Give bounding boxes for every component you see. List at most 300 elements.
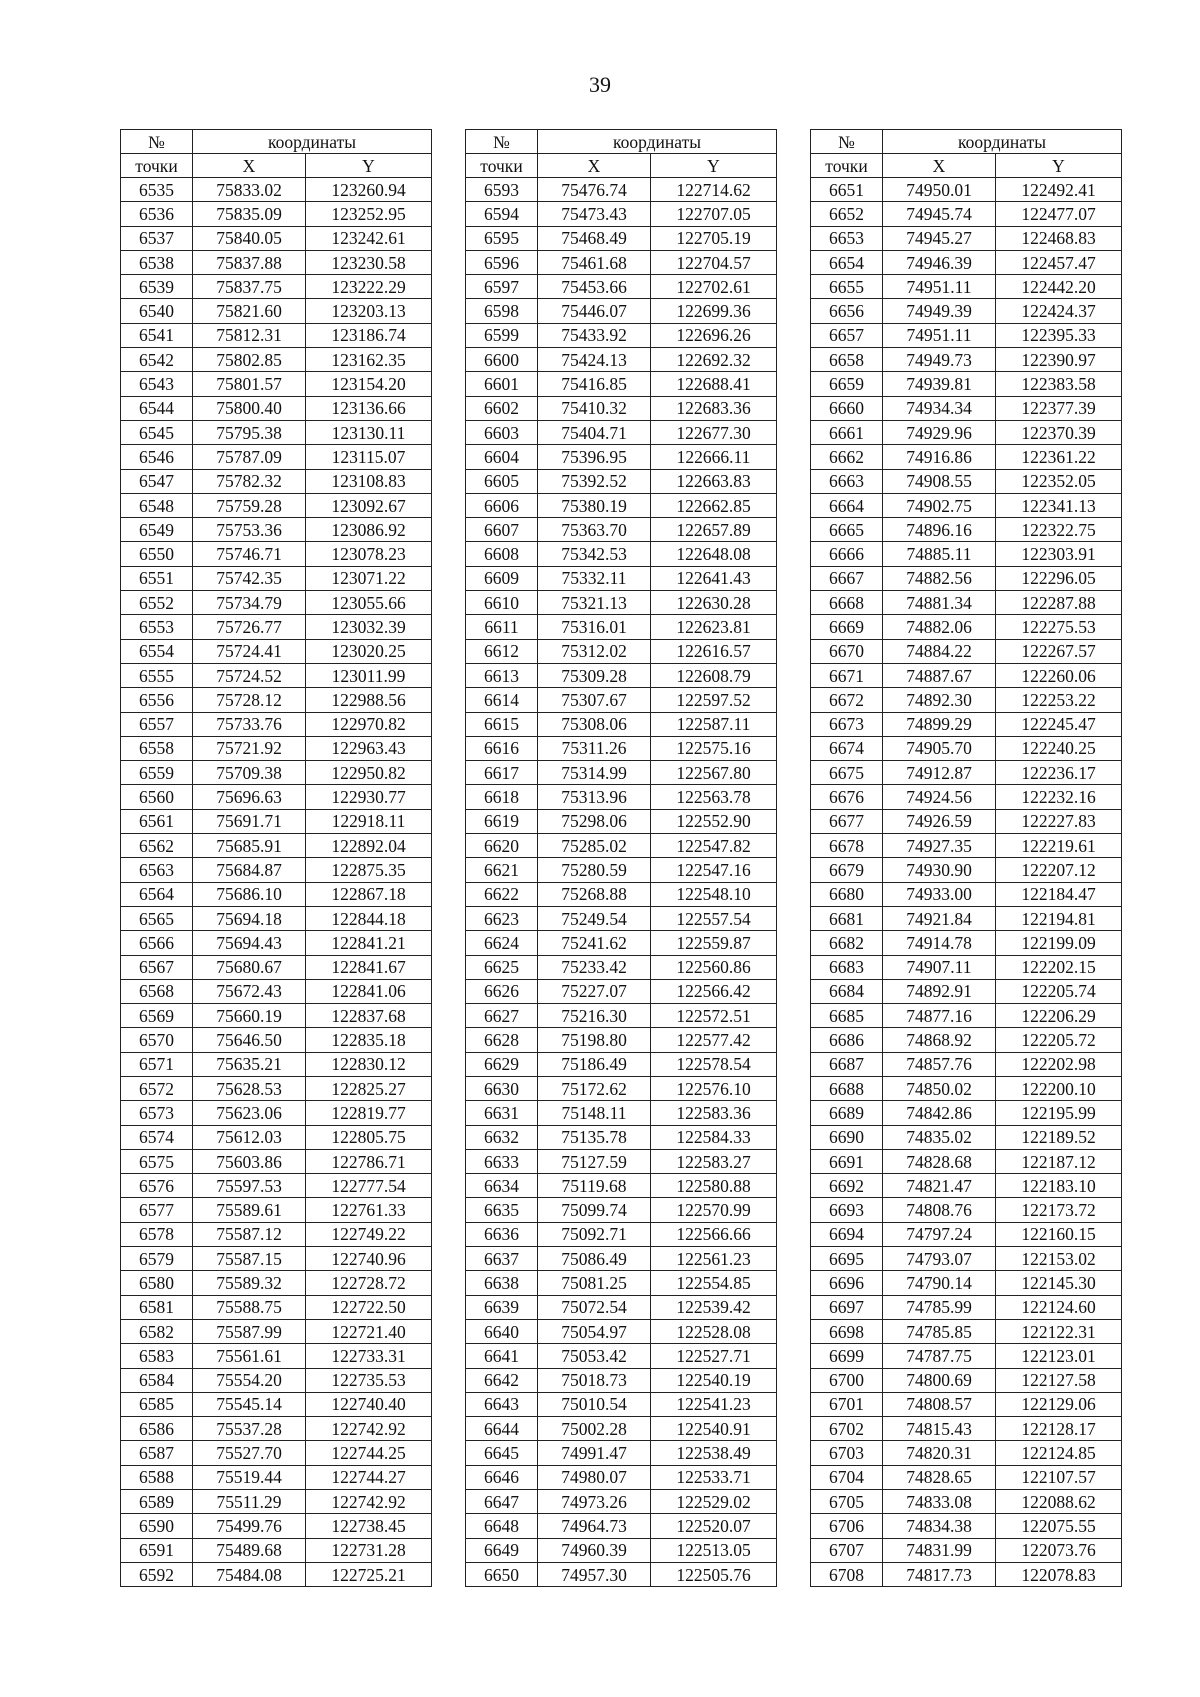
y-coordinate-cell: 122740.96 <box>306 1247 432 1271</box>
table-row <box>466 1222 777 1246</box>
point-number-cell: 6554 <box>121 639 193 663</box>
x-coordinate-cell: 75691.71 <box>193 809 306 833</box>
y-coordinate-cell: 122513.05 <box>651 1538 777 1562</box>
point-number-cell: 6608 <box>466 542 538 566</box>
table-row <box>121 1174 432 1198</box>
table-row <box>811 1538 1122 1562</box>
table-row <box>466 348 777 372</box>
point-number-cell: 6674 <box>811 736 883 760</box>
point-number-cell: 6686 <box>811 1028 883 1052</box>
point-number-cell: 6558 <box>121 736 193 760</box>
point-number-cell: 6611 <box>466 615 538 639</box>
point-number-cell: 6662 <box>811 445 883 469</box>
point-number-cell: 6691 <box>811 1149 883 1173</box>
table-row <box>811 1490 1122 1514</box>
y-coordinate-cell: 122548.10 <box>651 882 777 906</box>
table-row <box>121 1344 432 1368</box>
point-number-cell: 6599 <box>466 323 538 347</box>
table-row <box>121 275 432 299</box>
table-row <box>811 1562 1122 1586</box>
x-coordinate-cell: 75148.11 <box>538 1101 651 1125</box>
table-row <box>466 1514 777 1538</box>
table-row <box>811 250 1122 274</box>
table-row <box>121 615 432 639</box>
coordinates-table-2 <box>465 129 777 1587</box>
x-coordinate-cell: 75545.14 <box>193 1392 306 1416</box>
x-coordinate-cell: 75312.02 <box>538 639 651 663</box>
x-coordinate-cell: 75316.01 <box>538 615 651 639</box>
point-number-cell: 6653 <box>811 226 883 250</box>
x-coordinate-cell: 75742.35 <box>193 566 306 590</box>
x-coordinate-cell: 75002.28 <box>538 1417 651 1441</box>
x-coordinate-cell: 74881.34 <box>883 591 996 615</box>
x-coordinate-cell: 75489.68 <box>193 1538 306 1562</box>
x-coordinate-cell: 75802.85 <box>193 348 306 372</box>
table-row <box>811 518 1122 542</box>
table-row <box>811 1344 1122 1368</box>
point-number-cell: 6598 <box>466 299 538 323</box>
table-row <box>811 420 1122 444</box>
point-number-cell: 6570 <box>121 1028 193 1052</box>
y-coordinate-cell: 122477.07 <box>996 202 1122 226</box>
table-row <box>811 1247 1122 1271</box>
table-row <box>121 1465 432 1489</box>
x-coordinate-cell: 74885.11 <box>883 542 996 566</box>
point-number-cell: 6669 <box>811 615 883 639</box>
x-coordinate-cell: 75782.32 <box>193 469 306 493</box>
x-coordinate-cell: 75759.28 <box>193 493 306 517</box>
x-coordinate-cell: 74926.59 <box>883 809 996 833</box>
table-row <box>811 1441 1122 1465</box>
y-coordinate-cell: 122240.25 <box>996 736 1122 760</box>
x-coordinate-cell: 75473.43 <box>538 202 651 226</box>
x-coordinate-cell: 75628.53 <box>193 1076 306 1100</box>
point-number-cell: 6685 <box>811 1004 883 1028</box>
y-coordinate-cell: 122253.22 <box>996 688 1122 712</box>
point-number-cell: 6698 <box>811 1319 883 1343</box>
table-row <box>466 1004 777 1028</box>
point-number-cell: 6694 <box>811 1222 883 1246</box>
x-coordinate-cell: 75694.43 <box>193 931 306 955</box>
y-coordinate-cell: 122199.09 <box>996 931 1122 955</box>
point-number-cell: 6673 <box>811 712 883 736</box>
y-coordinate-cell: 123092.67 <box>306 493 432 517</box>
x-coordinate-cell: 74934.34 <box>883 396 996 420</box>
point-number-cell: 6642 <box>466 1368 538 1392</box>
point-number-cell: 6646 <box>466 1465 538 1489</box>
x-coordinate-cell: 75527.70 <box>193 1441 306 1465</box>
point-number-cell: 6550 <box>121 542 193 566</box>
x-coordinate-cell: 75468.49 <box>538 226 651 250</box>
table-row <box>811 323 1122 347</box>
header-x: X <box>193 154 306 178</box>
y-coordinate-cell: 122424.37 <box>996 299 1122 323</box>
x-coordinate-cell: 74785.85 <box>883 1319 996 1343</box>
table-row <box>121 955 432 979</box>
point-number-cell: 6553 <box>121 615 193 639</box>
table-row <box>811 1417 1122 1441</box>
y-coordinate-cell: 122219.61 <box>996 834 1122 858</box>
y-coordinate-cell: 122529.02 <box>651 1490 777 1514</box>
y-coordinate-cell: 122702.61 <box>651 275 777 299</box>
y-coordinate-cell: 122733.31 <box>306 1344 432 1368</box>
y-coordinate-cell: 122202.98 <box>996 1052 1122 1076</box>
y-coordinate-cell: 122457.47 <box>996 250 1122 274</box>
y-coordinate-cell: 122153.02 <box>996 1247 1122 1271</box>
x-coordinate-cell: 74892.30 <box>883 688 996 712</box>
point-number-cell: 6675 <box>811 761 883 785</box>
point-number-cell: 6542 <box>121 348 193 372</box>
point-number-cell: 6667 <box>811 566 883 590</box>
point-number-cell: 6661 <box>811 420 883 444</box>
point-number-cell: 6656 <box>811 299 883 323</box>
x-coordinate-cell: 74815.43 <box>883 1417 996 1441</box>
table-row <box>811 591 1122 615</box>
point-number-cell: 6677 <box>811 809 883 833</box>
y-coordinate-cell: 123203.13 <box>306 299 432 323</box>
point-number-cell: 6687 <box>811 1052 883 1076</box>
point-number-cell: 6552 <box>121 591 193 615</box>
y-coordinate-cell: 122361.22 <box>996 445 1122 469</box>
x-coordinate-cell: 75172.62 <box>538 1076 651 1100</box>
y-coordinate-cell: 122377.39 <box>996 396 1122 420</box>
header-x: X <box>538 154 651 178</box>
y-coordinate-cell: 122296.05 <box>996 566 1122 590</box>
table-row <box>811 663 1122 687</box>
x-coordinate-cell: 75309.28 <box>538 663 651 687</box>
x-coordinate-cell: 74908.55 <box>883 469 996 493</box>
x-coordinate-cell: 74946.39 <box>883 250 996 274</box>
x-coordinate-cell: 74914.78 <box>883 931 996 955</box>
table-row <box>811 396 1122 420</box>
x-coordinate-cell: 75787.09 <box>193 445 306 469</box>
y-coordinate-cell: 123186.74 <box>306 323 432 347</box>
y-coordinate-cell: 122721.40 <box>306 1319 432 1343</box>
table-row <box>811 979 1122 1003</box>
point-number-cell: 6651 <box>811 178 883 202</box>
y-coordinate-cell: 122587.11 <box>651 712 777 736</box>
table-row <box>466 663 777 687</box>
table-row <box>121 420 432 444</box>
table-row <box>121 906 432 930</box>
y-coordinate-cell: 123154.20 <box>306 372 432 396</box>
y-coordinate-cell: 122260.06 <box>996 663 1122 687</box>
table-row <box>811 566 1122 590</box>
point-number-cell: 6540 <box>121 299 193 323</box>
table-row <box>121 323 432 347</box>
point-number-cell: 6622 <box>466 882 538 906</box>
x-coordinate-cell: 75746.71 <box>193 542 306 566</box>
point-number-cell: 6584 <box>121 1368 193 1392</box>
x-coordinate-cell: 74787.75 <box>883 1344 996 1368</box>
header-y: Y <box>306 154 432 178</box>
table-row <box>811 688 1122 712</box>
point-number-cell: 6561 <box>121 809 193 833</box>
y-coordinate-cell: 122608.79 <box>651 663 777 687</box>
y-coordinate-cell: 122683.36 <box>651 396 777 420</box>
table-row <box>811 1514 1122 1538</box>
x-coordinate-cell: 75734.79 <box>193 591 306 615</box>
y-coordinate-cell: 122275.53 <box>996 615 1122 639</box>
x-coordinate-cell: 74899.29 <box>883 712 996 736</box>
table-row <box>466 1149 777 1173</box>
point-number-cell: 6537 <box>121 226 193 250</box>
table-row <box>466 1247 777 1271</box>
y-coordinate-cell: 122742.92 <box>306 1417 432 1441</box>
x-coordinate-cell: 74939.81 <box>883 372 996 396</box>
point-number-cell: 6596 <box>466 250 538 274</box>
x-coordinate-cell: 75268.88 <box>538 882 651 906</box>
y-coordinate-cell: 122641.43 <box>651 566 777 590</box>
table-row <box>121 348 432 372</box>
y-coordinate-cell: 122563.78 <box>651 785 777 809</box>
x-coordinate-cell: 74820.31 <box>883 1441 996 1465</box>
point-number-cell: 6583 <box>121 1344 193 1368</box>
y-coordinate-cell: 122232.16 <box>996 785 1122 809</box>
x-coordinate-cell: 75233.42 <box>538 955 651 979</box>
point-number-cell: 6649 <box>466 1538 538 1562</box>
y-coordinate-cell: 122742.92 <box>306 1490 432 1514</box>
point-number-cell: 6632 <box>466 1125 538 1149</box>
point-number-cell: 6658 <box>811 348 883 372</box>
y-coordinate-cell: 122468.83 <box>996 226 1122 250</box>
y-coordinate-cell: 122267.57 <box>996 639 1122 663</box>
y-coordinate-cell: 123055.66 <box>306 591 432 615</box>
point-number-cell: 6628 <box>466 1028 538 1052</box>
y-coordinate-cell: 122825.27 <box>306 1076 432 1100</box>
y-coordinate-cell: 123242.61 <box>306 226 432 250</box>
y-coordinate-cell: 123260.94 <box>306 178 432 202</box>
y-coordinate-cell: 122520.07 <box>651 1514 777 1538</box>
table-row <box>811 785 1122 809</box>
point-number-cell: 6635 <box>466 1198 538 1222</box>
point-number-cell: 6591 <box>121 1538 193 1562</box>
table-row <box>466 591 777 615</box>
y-coordinate-cell: 122970.82 <box>306 712 432 736</box>
x-coordinate-cell: 74930.90 <box>883 858 996 882</box>
point-number-cell: 6706 <box>811 1514 883 1538</box>
x-coordinate-cell: 75249.54 <box>538 906 651 930</box>
table-row <box>121 372 432 396</box>
y-coordinate-cell: 122731.28 <box>306 1538 432 1562</box>
y-coordinate-cell: 122492.41 <box>996 178 1122 202</box>
point-number-cell: 6692 <box>811 1174 883 1198</box>
y-coordinate-cell: 122395.33 <box>996 323 1122 347</box>
point-number-cell: 6636 <box>466 1222 538 1246</box>
point-number-cell: 6559 <box>121 761 193 785</box>
y-coordinate-cell: 122735.53 <box>306 1368 432 1392</box>
coordinates-table-3 <box>810 129 1122 1587</box>
table-row <box>811 1125 1122 1149</box>
x-coordinate-cell: 75537.28 <box>193 1417 306 1441</box>
y-coordinate-cell: 122303.91 <box>996 542 1122 566</box>
point-number-cell: 6626 <box>466 979 538 1003</box>
x-coordinate-cell: 74957.30 <box>538 1562 651 1586</box>
table-row <box>121 542 432 566</box>
point-number-cell: 6592 <box>121 1562 193 1586</box>
y-coordinate-cell: 122692.32 <box>651 348 777 372</box>
table-row <box>466 178 777 202</box>
x-coordinate-cell: 75685.91 <box>193 834 306 858</box>
point-number-cell: 6585 <box>121 1392 193 1416</box>
x-coordinate-cell: 74828.68 <box>883 1149 996 1173</box>
table-row <box>811 712 1122 736</box>
y-coordinate-cell: 122584.33 <box>651 1125 777 1149</box>
y-coordinate-cell: 122566.66 <box>651 1222 777 1246</box>
y-coordinate-cell: 123071.22 <box>306 566 432 590</box>
table-row <box>811 275 1122 299</box>
point-number-cell: 6609 <box>466 566 538 590</box>
x-coordinate-cell: 74831.99 <box>883 1538 996 1562</box>
table-row <box>121 1222 432 1246</box>
point-number-cell: 6579 <box>121 1247 193 1271</box>
y-coordinate-cell: 122383.58 <box>996 372 1122 396</box>
point-number-cell: 6604 <box>466 445 538 469</box>
table-row <box>466 445 777 469</box>
point-number-cell: 6618 <box>466 785 538 809</box>
point-number-cell: 6684 <box>811 979 883 1003</box>
y-coordinate-cell: 122744.25 <box>306 1441 432 1465</box>
x-coordinate-cell: 74892.91 <box>883 979 996 1003</box>
table-row <box>466 1562 777 1586</box>
y-coordinate-cell: 122699.36 <box>651 299 777 323</box>
table-row <box>121 858 432 882</box>
point-number-cell: 6577 <box>121 1198 193 1222</box>
x-coordinate-cell: 74945.27 <box>883 226 996 250</box>
header-point: точки <box>121 154 193 178</box>
table-row <box>121 979 432 1003</box>
x-coordinate-cell: 75800.40 <box>193 396 306 420</box>
x-coordinate-cell: 74902.75 <box>883 493 996 517</box>
x-coordinate-cell: 75380.19 <box>538 493 651 517</box>
x-coordinate-cell: 75396.95 <box>538 445 651 469</box>
table-row <box>466 299 777 323</box>
table-row <box>466 858 777 882</box>
point-number-cell: 6595 <box>466 226 538 250</box>
table-row <box>811 299 1122 323</box>
x-coordinate-cell: 75686.10 <box>193 882 306 906</box>
point-number-cell: 6652 <box>811 202 883 226</box>
table-row <box>811 202 1122 226</box>
point-number-cell: 6589 <box>121 1490 193 1514</box>
x-coordinate-cell: 74808.76 <box>883 1198 996 1222</box>
table-row <box>121 591 432 615</box>
y-coordinate-cell: 122867.18 <box>306 882 432 906</box>
table-row <box>466 1465 777 1489</box>
y-coordinate-cell: 122707.05 <box>651 202 777 226</box>
table-row <box>121 809 432 833</box>
point-number-cell: 6648 <box>466 1514 538 1538</box>
x-coordinate-cell: 75307.67 <box>538 688 651 712</box>
table-row <box>811 1028 1122 1052</box>
point-number-cell: 6655 <box>811 275 883 299</box>
y-coordinate-cell: 122696.26 <box>651 323 777 347</box>
x-coordinate-cell: 75321.13 <box>538 591 651 615</box>
table-row <box>466 688 777 712</box>
table-row <box>466 1368 777 1392</box>
x-coordinate-cell: 74797.24 <box>883 1222 996 1246</box>
y-coordinate-cell: 122145.30 <box>996 1271 1122 1295</box>
point-number-cell: 6551 <box>121 566 193 590</box>
x-coordinate-cell: 75410.32 <box>538 396 651 420</box>
table-row <box>121 250 432 274</box>
header-point: точки <box>466 154 538 178</box>
table-row <box>466 1028 777 1052</box>
point-number-cell: 6548 <box>121 493 193 517</box>
x-coordinate-cell: 74924.56 <box>883 785 996 809</box>
y-coordinate-cell: 122200.10 <box>996 1076 1122 1100</box>
table-row <box>466 615 777 639</box>
y-coordinate-cell: 122205.74 <box>996 979 1122 1003</box>
point-number-cell: 6697 <box>811 1295 883 1319</box>
x-coordinate-cell: 74834.38 <box>883 1514 996 1538</box>
x-coordinate-cell: 74887.67 <box>883 663 996 687</box>
x-coordinate-cell: 75313.96 <box>538 785 651 809</box>
table-row <box>466 785 777 809</box>
x-coordinate-cell: 75198.80 <box>538 1028 651 1052</box>
x-coordinate-cell: 75018.73 <box>538 1368 651 1392</box>
point-number-cell: 6568 <box>121 979 193 1003</box>
y-coordinate-cell: 122837.68 <box>306 1004 432 1028</box>
y-coordinate-cell: 122841.06 <box>306 979 432 1003</box>
point-number-cell: 6701 <box>811 1392 883 1416</box>
y-coordinate-cell: 122122.31 <box>996 1319 1122 1343</box>
table-row <box>811 1198 1122 1222</box>
y-coordinate-cell: 122988.56 <box>306 688 432 712</box>
table-row <box>811 226 1122 250</box>
point-number-cell: 6588 <box>121 1465 193 1489</box>
x-coordinate-cell: 75554.20 <box>193 1368 306 1392</box>
x-coordinate-cell: 74951.11 <box>883 275 996 299</box>
table-row <box>811 469 1122 493</box>
point-number-cell: 6708 <box>811 1562 883 1586</box>
point-number-cell: 6670 <box>811 639 883 663</box>
table-row <box>466 372 777 396</box>
y-coordinate-cell: 122187.12 <box>996 1149 1122 1173</box>
x-coordinate-cell: 74907.11 <box>883 955 996 979</box>
point-number-cell: 6643 <box>466 1392 538 1416</box>
y-coordinate-cell: 123252.95 <box>306 202 432 226</box>
y-coordinate-cell: 122648.08 <box>651 542 777 566</box>
x-coordinate-cell: 75404.71 <box>538 420 651 444</box>
point-number-cell: 6573 <box>121 1101 193 1125</box>
y-coordinate-cell: 123032.39 <box>306 615 432 639</box>
table-row <box>121 493 432 517</box>
point-number-cell: 6535 <box>121 178 193 202</box>
point-number-cell: 6665 <box>811 518 883 542</box>
point-number-cell: 6539 <box>121 275 193 299</box>
point-number-cell: 6607 <box>466 518 538 542</box>
y-coordinate-cell: 122930.77 <box>306 785 432 809</box>
point-number-cell: 6666 <box>811 542 883 566</box>
table-row <box>121 1441 432 1465</box>
point-number-cell: 6547 <box>121 469 193 493</box>
table-row <box>121 226 432 250</box>
y-coordinate-cell: 122623.81 <box>651 615 777 639</box>
table-row <box>811 1271 1122 1295</box>
point-number-cell: 6597 <box>466 275 538 299</box>
x-coordinate-cell: 75424.13 <box>538 348 651 372</box>
x-coordinate-cell: 74882.56 <box>883 566 996 590</box>
y-coordinate-cell: 122547.16 <box>651 858 777 882</box>
x-coordinate-cell: 75416.85 <box>538 372 651 396</box>
table-row <box>121 712 432 736</box>
x-coordinate-cell: 75298.06 <box>538 809 651 833</box>
x-coordinate-cell: 75612.03 <box>193 1125 306 1149</box>
x-coordinate-cell: 75484.08 <box>193 1562 306 1586</box>
point-number-cell: 6610 <box>466 591 538 615</box>
table-row <box>466 493 777 517</box>
